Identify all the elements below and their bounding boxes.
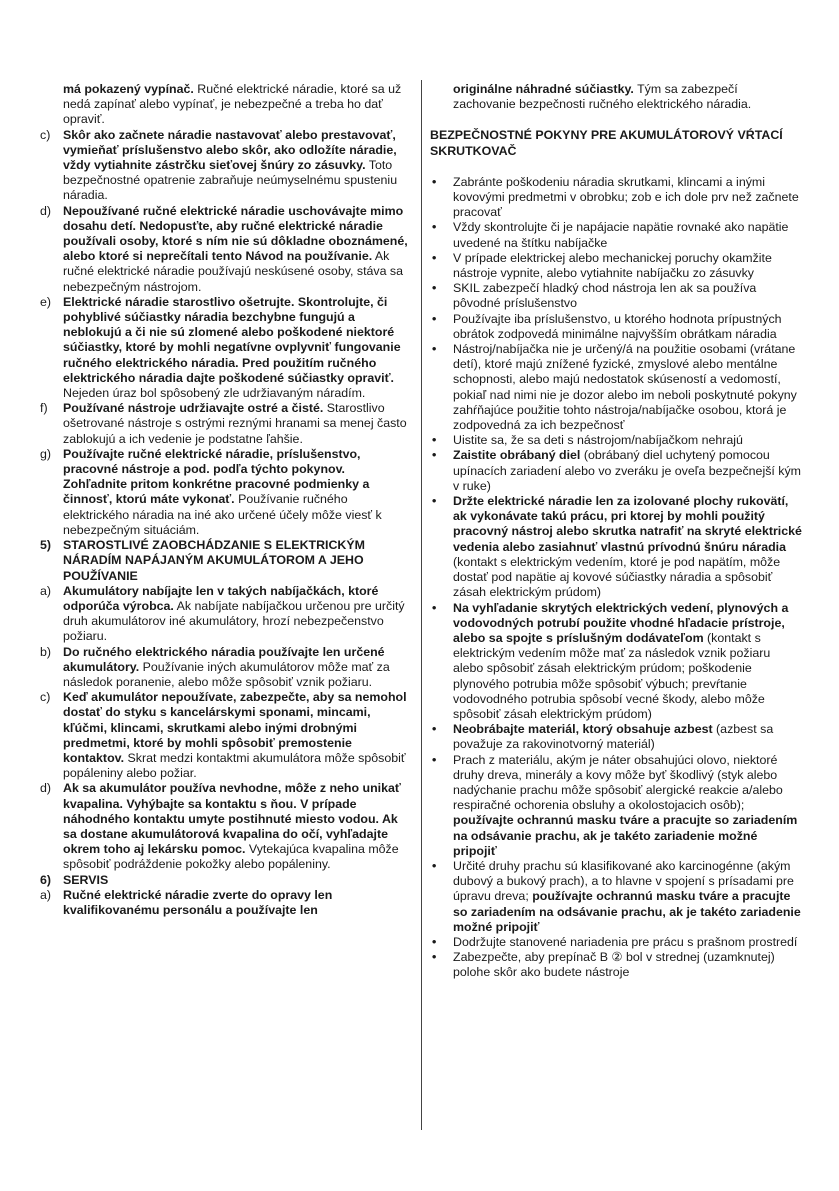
bullet-item (430, 859, 802, 935)
list-item (40, 295, 412, 401)
item-text: Toto bezpečnostné opatrenie zabraňuje neúmyselnému spusteniu náradia. (63, 158, 398, 203)
item-label: d) (40, 203, 52, 218)
item-bold-text: Akumulátory nabíjajte len v takých nabíjačkách, ktoré odporúča výrobca. (63, 583, 379, 613)
bullet-text: Používajte iba príslušenstvo, u ktorého hodnota prípustných obrátok zodpovedá minimálne najvyšším obrátkam náradia (453, 311, 782, 341)
bullet-item (430, 281, 802, 311)
right-column (430, 82, 802, 981)
item-bold-text: Keď akumulátor nepoužívate, zabezpečte, aby sa nemohol dostať do styku s kancelárskymi sponami, mincami, kľúčmi, klincami, skrutkami alebo inými drobnými predmetmi, ktoré by mohli spôsobiť premostenie kontaktov. (63, 690, 407, 765)
bullet-item (430, 494, 802, 600)
item-label: a) (40, 887, 52, 902)
bullet-bold-text: Zaistite obrábaný diel (453, 448, 581, 463)
bullet-item (430, 935, 802, 950)
item-bold-text: Používajte ručné elektrické náradie, príslušenstvo, pracovné nástroje a pod. podľa týchto pokynov. Zohľadnite pritom konkrétne pracovné podmienky a činnosť, ktorú máte vykonať. (63, 446, 370, 507)
bullet-item (430, 601, 802, 723)
item-text: Ak nabíjate nabíjačkou určenou pre určitý druh akumulátorov iné akumulátory, hrozí nebezpečenstvo požiaru. (63, 598, 405, 644)
list-item (40, 204, 412, 295)
bullet-bold-text: používajte ochrannú masku tváre a pracujte so zariadením na odsávanie prachu, ak je takéto zariadenie možné pripojiť (453, 813, 798, 858)
item-bold-text: Nepoužívané ručné elektrické náradie uschovávajte mimo dosahu detí. Nedopusťte, aby ručné elektrické náradie používali osoby, ktoré s ním nie sú dôkladne oboznámené, alebo ktoré si neprečítali tento Návod na používanie. (63, 203, 408, 264)
item-label: e) (40, 294, 52, 309)
item-bold-text: Ak sa akumulátor používa nevhodne, môže z neho unikať kvapalina. Vyhýbajte sa kontaktu s ňou. V prípade náhodného kontaktu umyte postihnuté miesto vodou. Ak sa dostane akumulátorová kvapalina do očí, vyhľadajte okrem toho aj lekársku pomoc. (63, 781, 401, 857)
bullet-bold-text: Neobrábajte materiál, ktorý obsahuje azbest (453, 722, 713, 737)
bullet-text: V prípade elektrickej alebo mechanickej poruchy okamžite nástroje vypnite, alebo vytiahnite nabíjačku zo zásuvky (453, 250, 772, 281)
list-item (40, 584, 412, 645)
item-label: a) (40, 583, 52, 598)
item-bold-text: Elektrické náradie starostlivo ošetrujte. Skontrolujte, či pohyblivé súčiastky náradia bezchybne fungujú a neblokujú a či nie sú zlomené alebo poškodené niektoré súčiastky, ktoré by mohli negatívne ovplyvniť fungovanie ručného elektrického náradia. Pred použitím ručného elektrického náradia dajte poškodené súčiastky opraviť. (63, 294, 401, 385)
bullet-item (430, 175, 802, 221)
bullet-item (430, 251, 802, 281)
item-label: f) (40, 401, 48, 416)
section-5-heading: 5) STAROSTLIVÉ ZAOBCHÁDZANIE S ELEKTRICKÝM NÁRADÍM NAPÁJANÝM AKUMULÁTOROM A JEHO POUŽÍVANIE (40, 538, 365, 583)
bullet-text: Zabránte poškodeniu náradia skrutkami, klincami a inými kovovými predmetmi v obrobku; zob e ich dole prv než začnete pracovať (453, 174, 799, 220)
item-label: g) (40, 446, 52, 461)
bullet-item (430, 448, 802, 494)
list-item (40, 645, 412, 691)
bullet-text: Nástroj/nabíjačka nie je určený/á na použitie osobami (vrátane detí), ktoré majú znížené fyzické, zmyslové alebo mentálne schopnosti, alebo majú nedostatok skúseností a vedomostí, pokiaľ nad nimi nie je dozor alebo im neboli poskytnuté pokyny zahŕňajúce použitie tohto nástroja/nabíjačke osobou, ktorá je zodpovedná za ich bezpečnosť (453, 342, 797, 433)
bullet-item (430, 342, 802, 433)
list-item (40, 401, 412, 447)
item-label: d) (40, 781, 52, 796)
bullet-bold-text: Držte elektrické náradie len za izolované plochy rukovätí, ak vykonávate takú prácu, pri ktorej by mohli použitý pracovný nástroj alebo skrutka natrafiť na skryté elektrické vedenia alebo zasiahnuť vlastnú prívodnú šnúru náradia (453, 494, 802, 554)
item-text: Vytekajúca kvapalina môže spôsobiť podráždenie pokožky alebo popáleniny. (63, 842, 399, 872)
item-text: Nejeden úraz bol spôsobený zle udržiavaným náradím. (63, 386, 366, 401)
section-6-heading: 6) SERVIS (40, 872, 109, 887)
bullet-list (430, 175, 802, 981)
item-text: Používanie iných akumulátorov môže mať za následok poranenie, alebo môže spôsobiť vznik požiaru. (63, 659, 390, 689)
bullet-text: SKIL zabezpečí hladký chod nástroja len ak sa používa pôvodné príslušenstvo (453, 281, 757, 311)
list-item (40, 447, 412, 538)
item-text: Používanie ručného elektrického náradia na iné ako určené účely môže viesť k nebezpečným situáciám. (63, 492, 382, 537)
item-bold-text: Do ručného elektrického náradia používajte len určené akumulátory. (63, 644, 385, 674)
bullet-item (430, 312, 802, 342)
bullet-text: Určité druhy prachu sú klasifikované ako karcinogénne (akým dubový a bukový prach), a to hlavne v spojení s prísadami pre úpravu dreva; (453, 858, 794, 904)
bullet-item (430, 433, 802, 448)
bullet-item (430, 220, 802, 250)
item-bold-text: Skôr ako začnete náradie nastavovať alebo prestavovať, vymieňať príslušenstvo alebo skôr, ako odložíte náradie, vždy vytiahnite zástrčku sieťovej šnúry zo zásuvky. (63, 127, 397, 173)
list-item (40, 781, 412, 872)
item-text: Ak ručné elektrické náradie používajú neskúsené osoby, stáva sa nebezpečným nástrojom. (63, 249, 404, 294)
item-bold-text: Používané nástroje udržiavajte ostré a čisté. (63, 401, 324, 416)
bullet-text: Zabezpečte, aby prepínač B ② bol v strednej (uzamknutej) polohe skôr ako budete nástroje (453, 950, 775, 980)
item-list-service (40, 888, 412, 918)
bullet-text: Vždy skontrolujte či je napájacie napätie rovnaké ako napätie uvedené na štítku nabíjačke (453, 220, 789, 250)
list-item (40, 888, 412, 918)
bullet-bold-text: Na vyhľadanie skrytých elektrických vedení, plynových a vodovodných potrubí použite vhodné hľadacie prístroje, alebo sa spojte s príslušným dodávateľom (453, 600, 789, 645)
item-list-battery (40, 584, 412, 873)
continued-paragraph: má pokazený vypínač. Ručné elektrické náradie, ktoré sa už nedá zapínať alebo vypínať, je nebezpečné a treba ho dať opraviť. (63, 82, 402, 127)
bullet-text: Prach z materiálu, akým je náter obsahujúci olovo, niektoré druhy dreva, minerály a kovy môže byť škodlivý (styk alebo nadýchanie prachu môže spôsobiť alergické reakcie a/alebo respiračné ochorenia obsluhy a okolostojacich osôb); (453, 752, 783, 813)
item-label: c) (40, 690, 51, 705)
bullet-item (430, 753, 802, 859)
item-bold-text: Ručné elektrické náradie zverte do opravy len kvalifikovanému personálu a používajte len (63, 887, 333, 917)
bullet-text: (azbest sa považuje za rakovinotvorný materiál) (453, 722, 774, 752)
left-column (40, 82, 412, 918)
list-item (40, 690, 412, 781)
list-item (40, 128, 412, 204)
continued-paragraph: originálne náhradné súčiastky. Tým sa zabezpečí zachovanie bezpečnosti ručného elektrického náradia. (453, 82, 752, 112)
item-label: b) (40, 644, 52, 659)
bullet-text: Dodržujte stanovené nariadenia pre prácu s prašnom prostredí (453, 934, 798, 949)
bullet-text: Uistite sa, že sa deti s nástrojom/nabíjačkom nehrajú (453, 433, 743, 448)
item-text: Starostlivo ošetrované nástroje s ostrými reznými hranami sa menej často zablokujú a ich vedenie je podstatne ľahšie. (63, 401, 407, 446)
safety-heading: BEZPEČNOSTNÉ POKYNY PRE AKUMULÁTOROVÝ VŔTACÍ SKRUTKOVAČ (430, 128, 783, 158)
bullet-text: (obrábaný diel uchytený pomocou upínacích zariadení alebo vo zveráku je oveľa bezpečnejší kým v ruke) (453, 448, 801, 493)
item-text: Skrat medzi kontaktmi akumulátora môže spôsobiť popáleniny alebo požiar. (63, 750, 406, 781)
column-divider (421, 80, 422, 1130)
bullet-text: (kontakt s elektrickým vedením môže mať za následok vznik požiaru alebo spôsobiť zásah elektrickým prúdom; poškodenie plynového potrubia môže spôsobiť výbuch; prevŕtanie vodovodného potrubia spôsobí vecné škody, alebo môže spôsobiť zásah elektrickým prúdom) (453, 630, 771, 721)
bullet-bold-text: používajte ochrannú masku tváre a pracujte so zariadením na odsávanie prachu, ak je takéto zariadenie možné pripojiť (453, 889, 801, 934)
bullet-text: (kontakt s elektrickým vedením, ktoré je pod napätím, môže dostať pod napätie aj kovové súčiastky náradia a spôsobiť zásah elektrickým prúdom) (453, 554, 781, 600)
item-list-general (40, 128, 412, 538)
bullet-item (430, 950, 802, 980)
item-label: c) (40, 127, 51, 142)
bullet-item (430, 722, 802, 752)
